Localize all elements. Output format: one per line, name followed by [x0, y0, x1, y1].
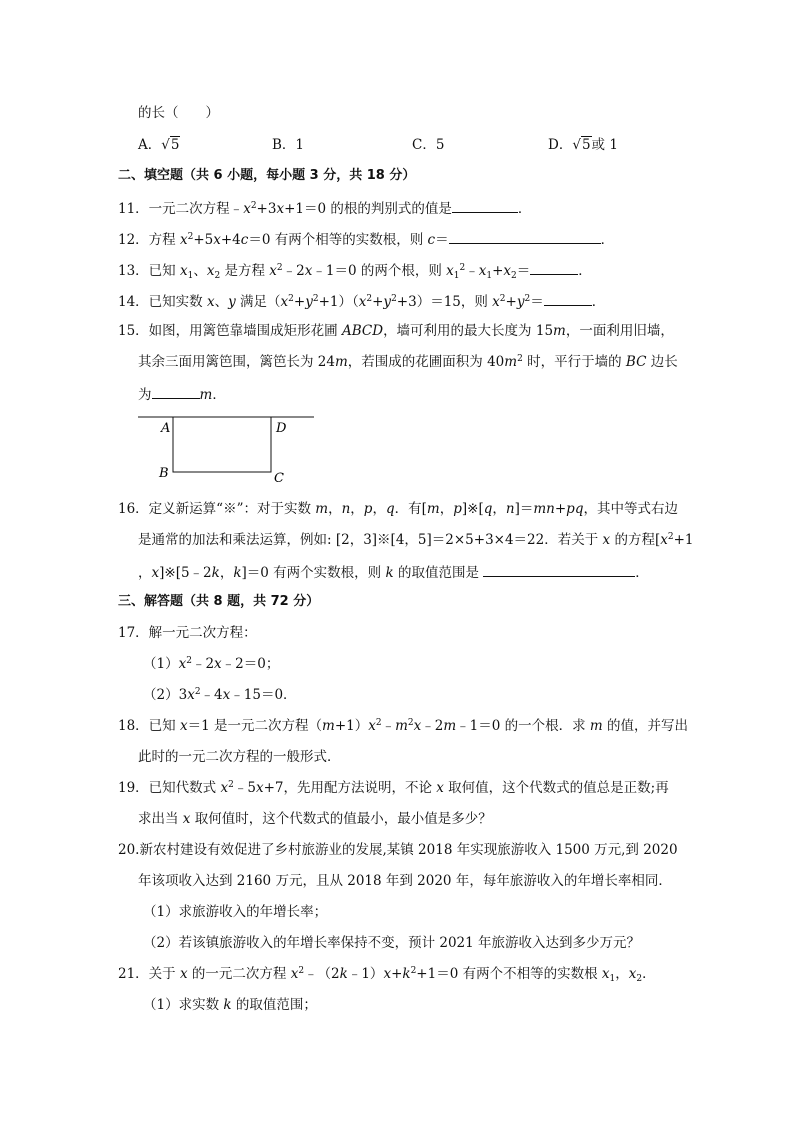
question-20-line-1: 20.新农村建设有效促进了乡村旅游业的发展,某镇 2018 年实现旅游收入 1500 万元,到 2020: [118, 842, 678, 858]
question-11: 11．一元二次方程$﹣x^2+3x+1=0$ 的根的判别式的值是 ．: [118, 198, 531, 218]
garden-rectangle: [173, 417, 271, 472]
option-d-tail: 或 1: [591, 137, 618, 153]
section-heading-solutions: 三、解答题（共 8 题，共 72 分）: [118, 594, 320, 609]
sqrt-symbol: √5: [161, 137, 180, 153]
question-15-line-2: 其余三面用篱笆围，篱笆长为 24m，若围成的花圃面积为 $40m^2$ 时，平行于墙的 BC 边长: [138, 354, 678, 370]
option-a: [138, 136, 180, 154]
option-d-label: D．: [548, 137, 573, 153]
option-b: B．1: [272, 137, 305, 153]
label-d: D: [276, 421, 287, 436]
option-d-value: 5: [581, 137, 591, 153]
question-16-line-2: 是通常的加法和乘法运算，例如: [2，3]※[4，5]＝2×5+3×4＝22．若关于 x 的方程[$x^2+1$: [138, 532, 694, 548]
question-17: 17．解一元二次方程：: [118, 625, 257, 641]
question-20-line-2: 年该项收入达到 2160 万元，且从 2018 年到 2020 年，每年旅游收入的年增长率相同．: [138, 873, 672, 889]
question-18-line-2: 此时的一元二次方程的一般形式．: [138, 749, 341, 765]
label-b: B: [159, 466, 169, 481]
option-a-label: A．: [138, 137, 162, 153]
section-heading-fill-in: 二、填空题（共 6 小题，每小题 3 分，共 18 分）: [118, 168, 416, 183]
sqrt-symbol: √5: [572, 137, 591, 153]
question-17-part-2: $(2)3x^2﹣4x﹣15=0$．: [143, 687, 297, 703]
question-21-line-1: 21．关于 x 的一元二次方程 $x^2﹣(2k﹣1)x+k^2+1=0$ 有两个不相等的实数根 $x_1$，$x_2$．: [118, 966, 656, 984]
question-15-line-3: 为 m．: [138, 384, 226, 404]
question-18-line-1: 18．已知 x＝1 是一元二次方程$(m+1)x^2﹣m^2x﹣2m﹣1=0$ 的一个根．求 m 的值，并写出: [118, 718, 689, 734]
option-c: C．5: [412, 137, 445, 153]
question-12: 12．方程 $x^2+5x+4c=0$ 有两个相等的实数根，则 c＝ ．: [118, 229, 614, 249]
question-19-line-1: 19．已知代数式 $x^2﹣5x+7$，先用配方法说明，不论 x 取何值，这个代数式的值总是正数;再: [118, 780, 669, 796]
label-c: C: [274, 471, 284, 486]
option-a-value: 5: [170, 137, 180, 153]
question-20-part-2: （2）若该镇旅游收入的年增长率保持不变，预计 2021 年旅游收入达到多少万元？: [143, 935, 641, 951]
question-21-part-1: （1）求实数 k 的取值范围；: [143, 997, 317, 1013]
question-13: 13．已知 $x_1$、$x_2$ 是方程 $x^2﹣2x﹣1=0$ 的两个根，则 $x_1^2﹣x_1+x_2=$ ．: [118, 260, 592, 280]
option-d: [548, 136, 618, 154]
question-14: 14．已知实数 x、y 满足$(x^2+y^2+1)(x^2+y^2+3)=15$，则 $x^2+y^2=$ ．: [118, 291, 605, 311]
question-10-tail: 的长（ ）: [138, 105, 219, 121]
question-15-line-1: 15．如图，用篱笆靠墙围成矩形花圃 ABCD，墙可利用的最大长度为 15m，一面利用旧墙，: [118, 323, 674, 339]
label-a: A: [161, 421, 171, 436]
rectangle-figure: [130, 410, 330, 488]
question-17-part-1: $(1)x^2﹣2x﹣2=0$；: [143, 656, 280, 672]
question-19-line-2: 求出当 x 取何值时，这个代数式的值最小，最小值是多少？: [138, 811, 492, 827]
question-20-part-1: （1）求旅游收入的年增长率；: [143, 904, 328, 920]
question-16-line-1: 16．定义新运算“※”：对于实数 m，n，p，q．有[m，p]※[q，n]＝mn+pq，其中等式右边: [118, 501, 678, 517]
question-16-line-3: ，x]※[5﹣2k，k]＝0 有两个实数根，则 k 的取值范围是 ．: [138, 562, 649, 582]
